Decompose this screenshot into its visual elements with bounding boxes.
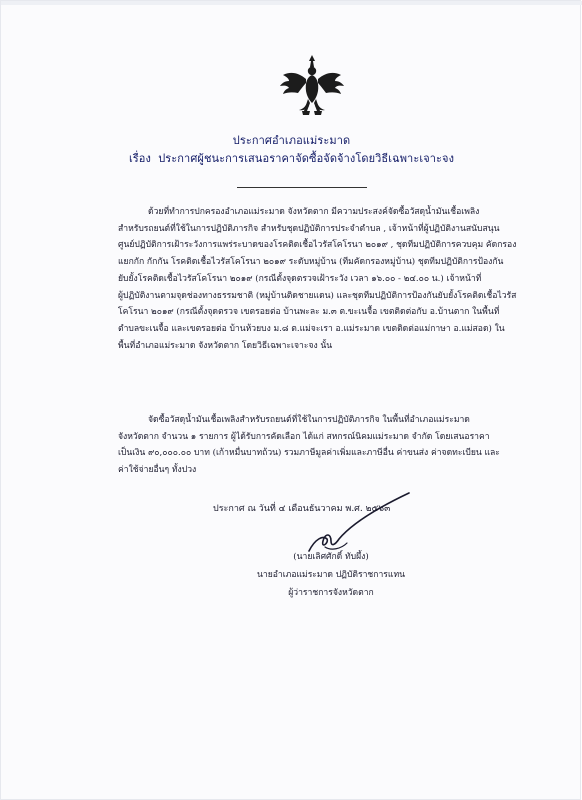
- paragraph-line: ค่าใช้จ่ายอื่นๆ ทั้งปวง: [118, 465, 197, 476]
- document-heading: ประกาศอำเภอแม่ระมาด: [232, 134, 351, 147]
- announcement-date: ประกาศ ณ วันที่ ๔ เดือนธันวาคม พ.ศ. ๒๕๖๓: [213, 504, 391, 514]
- paragraph-line: พื้นที่อำเภอแม่ระมาด จังหวัดตาก โดยวิธีเฉพาะเจาะจง นั้น: [118, 340, 333, 351]
- paragraph-line: จังหวัดตาก จำนวน ๑ รายการ ผู้ได้รับการคัดเลือก ได้แก่ สหกรณ์นิคมแม่ระมาด จำกัด โดยเสนอราคา: [118, 431, 490, 442]
- subject-label: เรื่อง: [128, 152, 151, 165]
- signer-name: (นายเลิศศักดิ์ ทับผึ้ง): [293, 552, 369, 562]
- paragraph-line: ตำบลขะเนจื้อ และเขตรอยต่อ บ้านห้วยบง ม.๘ ต.แม่จะเรา อ.แม่ระมาด เขตติดต่อแม่กาษา อ.แม่สอด) ใน: [118, 323, 505, 334]
- heading-divider: [237, 187, 367, 188]
- paragraph-line: เป็นเงิน ๙๐,๐๐๐.๐๐ บาท (เก้าหมื่นบาทถ้วน) รวมภาษีมูลค่าเพิ่มและภาษีอื่น ค่าขนส่ง ค่าจดทะเบียน และ: [118, 448, 500, 459]
- paragraph-line: จัดซื้อวัสดุน้ำมันเชื้อเพลิงสำหรับรถยนต์ที่ใช้ในการปฏิบัติภารกิจ ในพื้นที่อำเภอแม่ระมาด: [148, 415, 470, 425]
- document-subject: [1, 149, 582, 167]
- paragraph-line: โคโรนา ๒๐๑๙ (กรณีตั้งจุดตรวจ เขตรอยต่อ บ้านพะละ ม.๓ ต.ขะเนจื้อ เขตติดต่อกับ อ.บ้านตาก ในพื้นที่: [118, 307, 500, 318]
- paragraph-line: ผู้ปฏิบัติงานตามจุดช่องทางธรรมชาติ (หมู่บ้านติดชายแดน) และชุดทีมปฏิบัติการป้องกันยับยั้งโรคติดเชื้อไวรัส: [118, 290, 517, 301]
- signer-title: นายอำเภอแม่ระมาด ปฏิบัติราชการแทน: [257, 570, 405, 580]
- signer-authority: ผู้ว่าราชการจังหวัดตาก: [288, 588, 374, 598]
- garuda-emblem-icon: [277, 53, 347, 119]
- subject-text: ประกาศผู้ชนะการเสนอราคาจัดซื้อจัดจ้างโดยวิธีเฉพาะเจาะจง: [158, 152, 455, 165]
- body-paragraph-2: [118, 412, 500, 479]
- body-paragraph-1: [118, 204, 517, 354]
- paragraph-line: ศูนย์ปฏิบัติการเฝ้าระวังการแพร่ระบาดของโรคติดเชื้อไวรัสโคโรนา ๒๐๑๙ , ชุดทีมปฏิบัติการควบคุม คัดกรอง: [118, 240, 517, 251]
- paragraph-line: สำหรับรถยนต์ที่ใช้ในการปฏิบัติภารกิจ สำหรับชุดปฏิบัติการประจำตำบล , เจ้าหน้าที่ผู้ปฏิบัติงานสนับสนุน: [118, 223, 500, 234]
- page-top-edge: [1, 1, 582, 5]
- paragraph-line: ยับยั้งโรคติดเชื้อไวรัสโคโรนา ๒๐๑๙ (กรณีตั้งจุดตรวจเฝ้าระวัง เวลา ๑๖.๐๐ - ๒๔.๐๐ น.) เจ้าหน้าที่: [118, 273, 482, 284]
- paragraph-line: แยกกัก กักกัน โรคติดเชื้อไวรัสโคโรนา ๒๐๑๙ ระดับหมู่บ้าน (ทีมคัดกรองหมู่บ้าน) ชุดทีมปฏิบัติการป้องกัน: [118, 257, 504, 268]
- paragraph-line: ด้วยที่ทำการปกครองอำเภอแม่ระมาด จังหวัดตาก มีความประสงค์จัดซื้อวัสดุน้ำมันเชื้อเพลิง: [148, 207, 480, 217]
